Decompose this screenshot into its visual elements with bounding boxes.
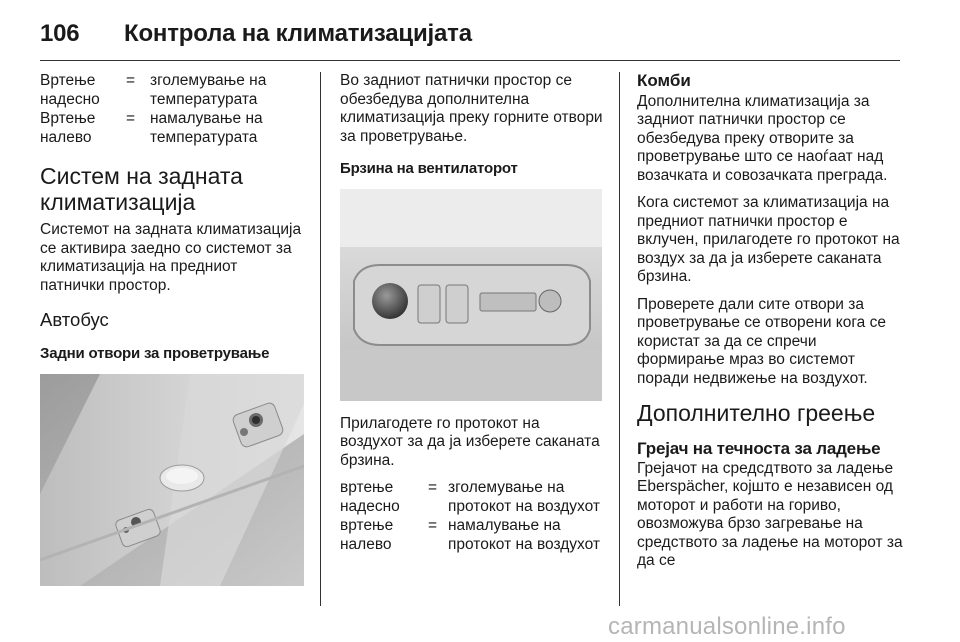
def-row-temp-right	[40, 72, 304, 109]
def-term: вртење надесно	[340, 479, 400, 515]
def-desc: намалување на протокот на воздухот	[448, 517, 600, 553]
def-term: Вртење надесно	[40, 72, 100, 108]
def-equals: =	[428, 517, 438, 534]
combi-paragraph-2: Кога системот за климатизација на предниот патнички простор е вклучен, прилагодете го протокот на воздух за да ја изберете саканата брзина.	[637, 194, 900, 285]
subheading-fan-speed: Брзина на вентилаторот	[340, 160, 518, 177]
fan-adjust-text: Прилагодете го протокот на воздухот за да ја изберете саканата брзина.	[340, 414, 600, 469]
subheading-combi: Комби	[637, 71, 691, 90]
def-row-flow-left	[340, 517, 604, 554]
column-2	[340, 72, 604, 555]
rear-vents-photo	[40, 374, 304, 586]
section-title-aux-heating: Дополнително греење	[637, 400, 876, 426]
combi-paragraph-3: Проверете дали сите отвори за проветрување се отворени кога се користат за да се спречи формирање мраз во системот поради недвижење на воздухот.	[637, 295, 886, 387]
def-desc: намалување на температурата	[150, 110, 263, 146]
subheading-rear-vents: Задни отвори за проветрување	[40, 345, 270, 362]
header-rule	[40, 60, 900, 61]
def-equals: =	[126, 72, 136, 89]
coolant-heater-text: Грејачот на средсдтвото за ладење Eberspächer, којшто е независен од моторот и работи на гориво, овозможува брзо загревање на средството за ладење на моторот за да се	[637, 459, 903, 569]
fan-control-photo	[340, 189, 602, 401]
column-1	[40, 72, 304, 586]
column-divider-2	[619, 72, 620, 606]
fan-control-illustration	[340, 189, 602, 401]
page-number: 106	[40, 20, 80, 47]
page-title: Контрола на климатизацијата	[124, 20, 472, 47]
def-row-flow-right	[340, 479, 604, 516]
subheading-bus: Автобус	[40, 309, 109, 330]
column-divider-1	[320, 72, 321, 606]
page-header	[40, 14, 920, 54]
def-equals: =	[126, 110, 136, 127]
def-term: вртење налево	[340, 517, 394, 553]
rear-vents-illustration	[40, 374, 304, 586]
rear-ac-intro: Во задниот патнички простор се обезбедува дополнителна климатизација преку горните отвори за проветрување.	[340, 72, 603, 145]
def-desc: зголемување на температурата	[150, 72, 267, 108]
def-equals: =	[428, 479, 438, 496]
def-desc: зголемување на протокот на воздухот	[448, 479, 600, 515]
watermark: carmanualsonline.info	[608, 613, 846, 640]
section-title-rear-ac: Систем на задната климатизација	[40, 163, 243, 215]
def-term: Вртење налево	[40, 110, 96, 146]
def-row-temp-left	[40, 110, 304, 147]
rear-ac-text: Системот на задната климатизација се активира заедно со системот за климатизација на предниот патнички простор.	[40, 221, 302, 294]
combi-text: Дополнителна климатизација за задниот патнички простор се обезбедува преку отворите за проветрување што се наоѓаат над возачката и совозачката преграда.	[637, 92, 888, 184]
subheading-coolant-heater: Грејач на течноста за ладење	[637, 439, 881, 458]
column-3	[637, 72, 903, 580]
